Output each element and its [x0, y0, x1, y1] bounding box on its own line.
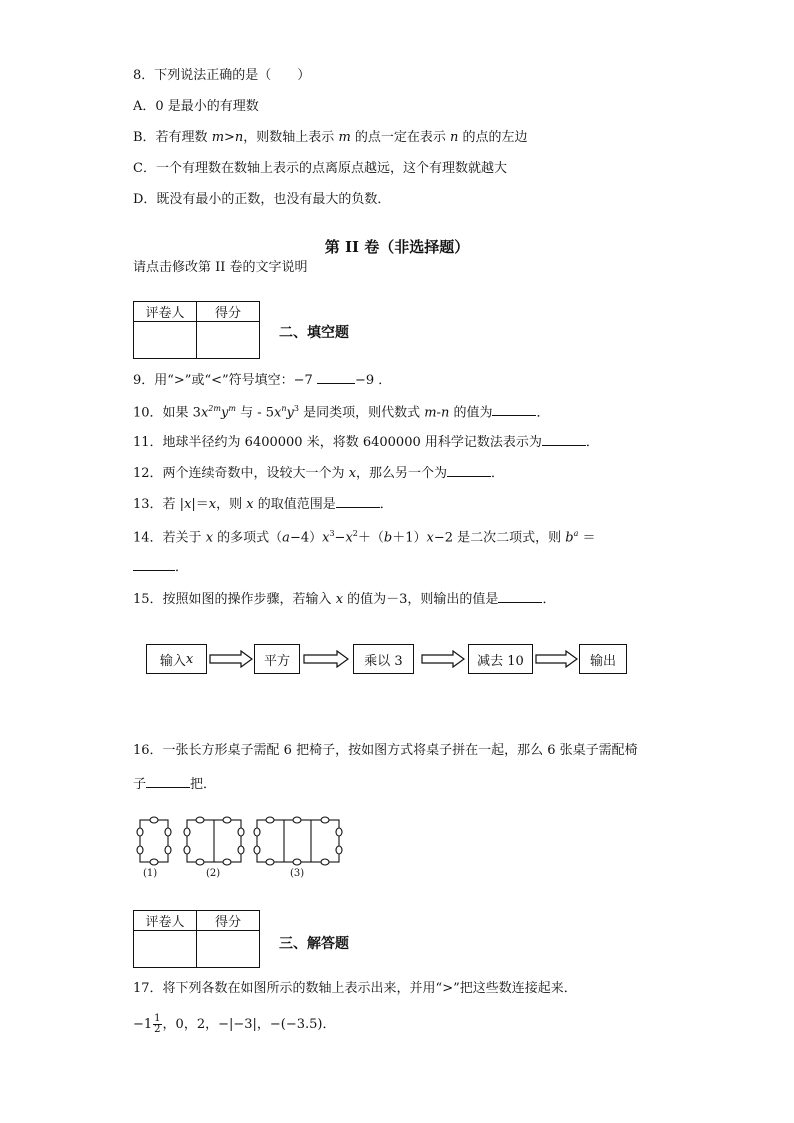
- fraction-one-half: $\frac{1}{2}$: [154, 1013, 161, 1035]
- q17-stem: 17．将下列各数在如图所示的数轴上表示出来，并用“>”把这些数连接起来．: [133, 981, 577, 996]
- q15: 15．按照如图的操作步骤，若输入 x 的值为－3，则输出的值是 ．: [133, 588, 555, 609]
- q12-blank: [447, 462, 491, 477]
- score-table-2-score-cell: [197, 931, 260, 968]
- flow-output-box: 输出: [579, 644, 627, 674]
- tables-3: [257, 820, 339, 862]
- q16-line1: 16．一张长方形桌子需配 6 把椅子，按如图方式将桌子拼在一起，那么 6 张桌子需配椅: [133, 743, 638, 758]
- q14: 14．若关于 x 的多项式$(a-4)x^3-x^2+(b+1)x-2$ 是二次二项式，则 $b^a$ ＝: [133, 529, 596, 546]
- score-table-grader-label: 评卷人: [134, 302, 197, 322]
- flow-arrow-2: [303, 650, 349, 668]
- flow-subtract-box: 减去 10: [468, 644, 533, 674]
- q10-blank: [492, 401, 536, 416]
- q11-blank: [542, 431, 586, 446]
- part2-note: 请点击修改第 II 卷的文字说明: [133, 260, 308, 275]
- flow-square-box: 平方: [254, 644, 300, 674]
- table-1: [140, 820, 168, 862]
- q9-blank: [317, 369, 355, 384]
- q13: 13．若 |x|＝x，则 x 的取值范围是 ．: [133, 493, 393, 514]
- flow-input-box: 输入 x: [146, 644, 207, 674]
- score-table-2-grader-cell: [134, 931, 197, 968]
- flow-arrow-1: [209, 650, 253, 668]
- q14-blank: [133, 556, 175, 571]
- q8-stem: 8．下列说法正确的是（ ）: [133, 68, 311, 83]
- q16-line2: 子 把．: [133, 773, 216, 794]
- q17-numbers: −1 $\frac{1}{2}$ ，0，2，−|−3|，−(−3.5)．: [133, 1013, 336, 1035]
- flow-arrow-3: [421, 650, 465, 668]
- score-table-2-score-label: 得分: [197, 911, 260, 931]
- tables-figure: [130, 812, 350, 882]
- q8-option-a: A．0 是最小的有理数: [133, 99, 259, 114]
- q8-option-c: C．一个有理数在数轴上表示的点离原点越远，这个有理数就越大: [133, 161, 507, 176]
- score-table: [133, 301, 260, 359]
- q8-option-d: D．既没有最小的正数，也没有最大的负数．: [133, 192, 391, 207]
- part2-title: 第 II 卷（非选择题）: [324, 238, 470, 256]
- tables-label-1: (1): [143, 868, 158, 879]
- tables-label-2: (2): [206, 868, 221, 879]
- section2-heading: 二、填空题: [279, 325, 349, 341]
- q12: 12．两个连续奇数中，设较大一个为 x，那么另一个为 ．: [133, 462, 504, 483]
- q13-blank: [336, 493, 380, 508]
- score-table-2: [133, 910, 260, 968]
- q8-option-b: B．若有理数 m>n，则数轴上表示 m 的点一定在表示 n 的点的左边: [133, 130, 528, 145]
- q10: 10．如果 $3x^{2m}y^m$ 与 - $5x^ny^3$ 是同类项，则代数式 m-n 的值为 ．: [133, 400, 549, 422]
- q16-blank: [146, 773, 190, 788]
- q15-blank: [498, 588, 542, 603]
- section3-heading: 三、解答题: [279, 936, 349, 952]
- score-table-grader-cell: [134, 322, 197, 359]
- score-table-score-cell: [197, 322, 260, 359]
- tables-label-3: (3): [290, 868, 305, 879]
- score-table-score-label: 得分: [197, 302, 260, 322]
- flow-arrow-4: [535, 650, 578, 668]
- q11: 11．地球半径约为 6400000 米，将数 6400000 用科学记数法表示为 ．: [133, 431, 599, 452]
- q9: 9．用“>”或“<”符号填空：−7 −9 ．: [133, 369, 391, 390]
- q14-answer-line: ．: [133, 556, 188, 577]
- score-table-2-grader-label: 评卷人: [134, 911, 197, 931]
- flow-multiply-box: 乘以 3: [353, 644, 414, 674]
